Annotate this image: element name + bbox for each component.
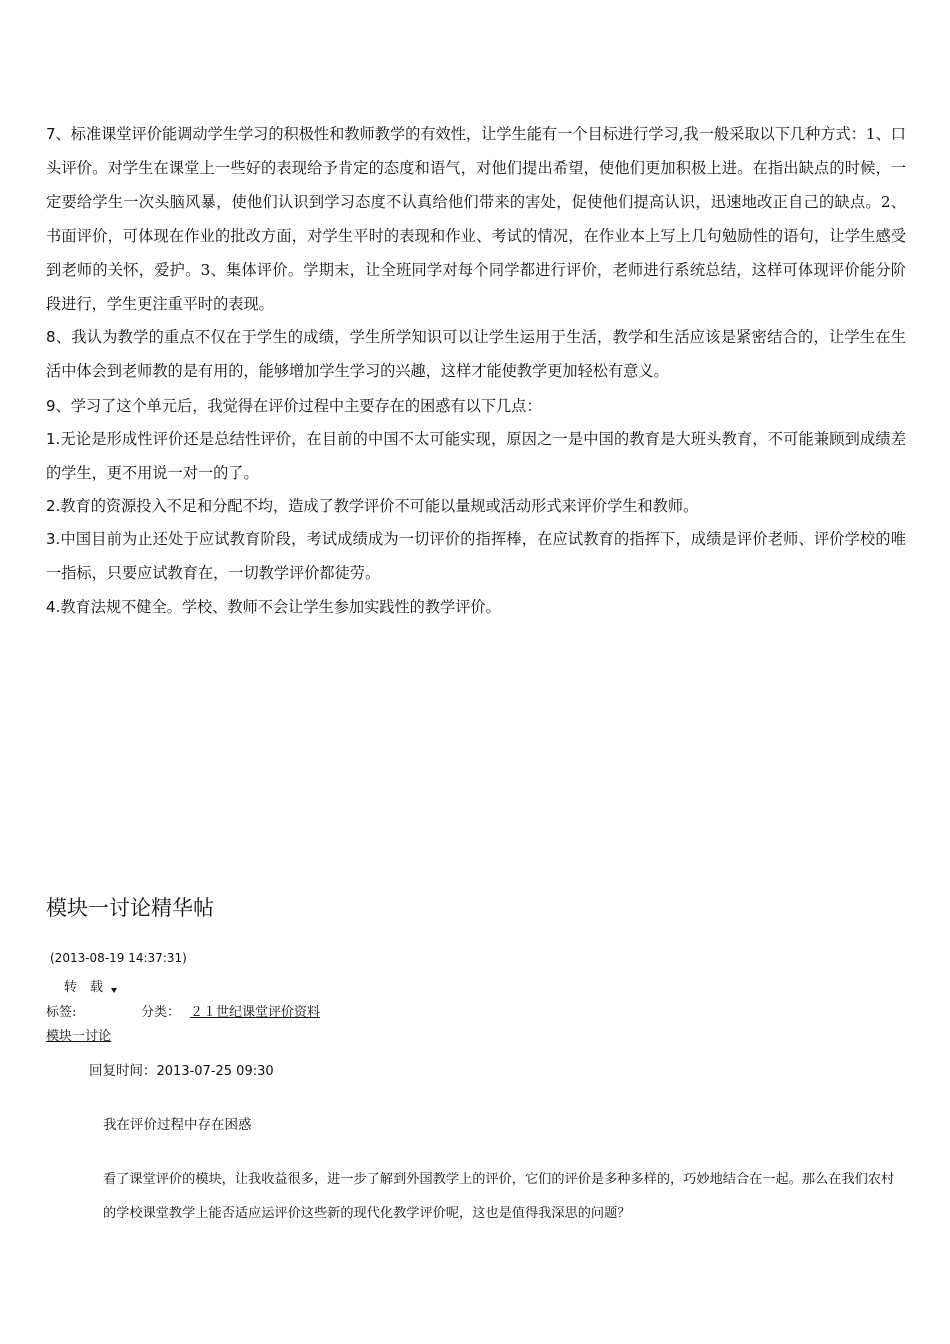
category-link[interactable]: ２１世纪课堂评价资料 — [190, 1005, 321, 1020]
post-datetime: (2013-08-19 14:37:31) — [50, 951, 187, 965]
paragraph-text: 、我认为教学的重点不仅在于学生的成绩，学生所学知识可以让学生运用于生活，教学和生活应该是紧密结合的，让学生在生活中体会到老师教的是有用的，能够增加学生学习的兴趣，这样才能使教学更加轻松有意义。 — [46, 328, 906, 380]
list-text: 教育法规不健全。学校、教师不会让学生参加实践性的教学评价。 — [60, 598, 501, 616]
reply-time-value: 2013-07-25 09:30 — [156, 1064, 274, 1079]
post-title: 模块一讨论精华帖 — [46, 896, 214, 920]
repost-menu[interactable] — [64, 976, 117, 995]
repost-label: 转 载 — [64, 980, 104, 995]
paragraph-8 — [46, 320, 906, 388]
tags-label: 标签: — [46, 1005, 77, 1020]
paragraph-number: 8 — [46, 328, 56, 346]
list-number: 4. — [46, 598, 61, 616]
category-label: 分类： — [141, 1005, 181, 1020]
list-text: 无论是形成性评价还是总结性评价，在目前的中国不太可能实现，原因之一是中国的教育是大班头教育，不可能兼顾到成绩差的学生，更不用说一对一的了。 — [46, 430, 906, 482]
paragraph-text: 、学习了这个单元后，我觉得在评价过程中主要存在的困惑有以下几点： — [55, 397, 542, 415]
reply-time-row — [89, 1059, 274, 1079]
list-item-1 — [46, 422, 906, 490]
list-item-4 — [46, 590, 906, 624]
reply-time-label: 回复时间： — [89, 1063, 157, 1079]
list-number: 2. — [46, 497, 61, 515]
tag-link[interactable]: 模块一讨论 — [46, 1029, 112, 1044]
paragraph-number: 9 — [46, 397, 56, 415]
reply-body: 看了课堂评价的模块，让我收益很多，进一步了解到外国教学上的评价，它们的评价是多种多样的，巧妙地结合在一起。那么在我们农村的学校课堂教学上能否适应运评价这些新的现代化教学评价呢，这也是值得我深思的问题？ — [103, 1172, 895, 1221]
list-text: 教育的资源投入不足和分配不均，造成了教学评价不可能以量规或活动形式来评价学生和教师。 — [60, 497, 699, 515]
list-number: 3. — [46, 530, 61, 548]
list-item-2 — [46, 489, 906, 523]
list-text: 中国目前为止还处于应试教育阶段，考试成绩成为一切评价的指挥棒，在应试教育的指挥下，成绩是评价老师、评价学校的唯一指标，只要应试教育在，一切教学评价都徒劳。 — [46, 530, 906, 582]
paragraph-number: 7 — [46, 125, 56, 143]
paragraph-9 — [46, 389, 906, 423]
dropdown-arrow-icon — [111, 988, 117, 993]
reply-subject: 我在评价过程中存在困惑 — [103, 1117, 252, 1133]
paragraph-7 — [46, 117, 906, 321]
paragraph-text: 、标准课堂评价能调动学生学习的积极性和教师教学的有效性，让学生能有一个目标进行学习,我一般采取以下几种方式：1、口头评价。对学生在课堂上一些好的表现给予肯定的态度和语气，对他们提出希望，使他们更加积极上进。在指出缺点的时候，一定要给学生一次头脑风暴，使他们认识到学习态度不认真给他们带来的害处，促使他们提高认识，迅速地改正自己的缺点。2、书面评价，可体现在作业的批改方面，对学生平时的表现和作业、考试的情况，在作业本上写上几句勉励性的语句，让学生感受到老师的关怀，爱护。3、集体评价。学期末，让全班同学对每个同学都进行评价，老师进行系统总结，这样可体现评价能分阶段进行，学生更注重平时的表现。 — [46, 125, 906, 313]
list-item-3 — [46, 522, 906, 590]
list-number: 1. — [46, 430, 61, 448]
